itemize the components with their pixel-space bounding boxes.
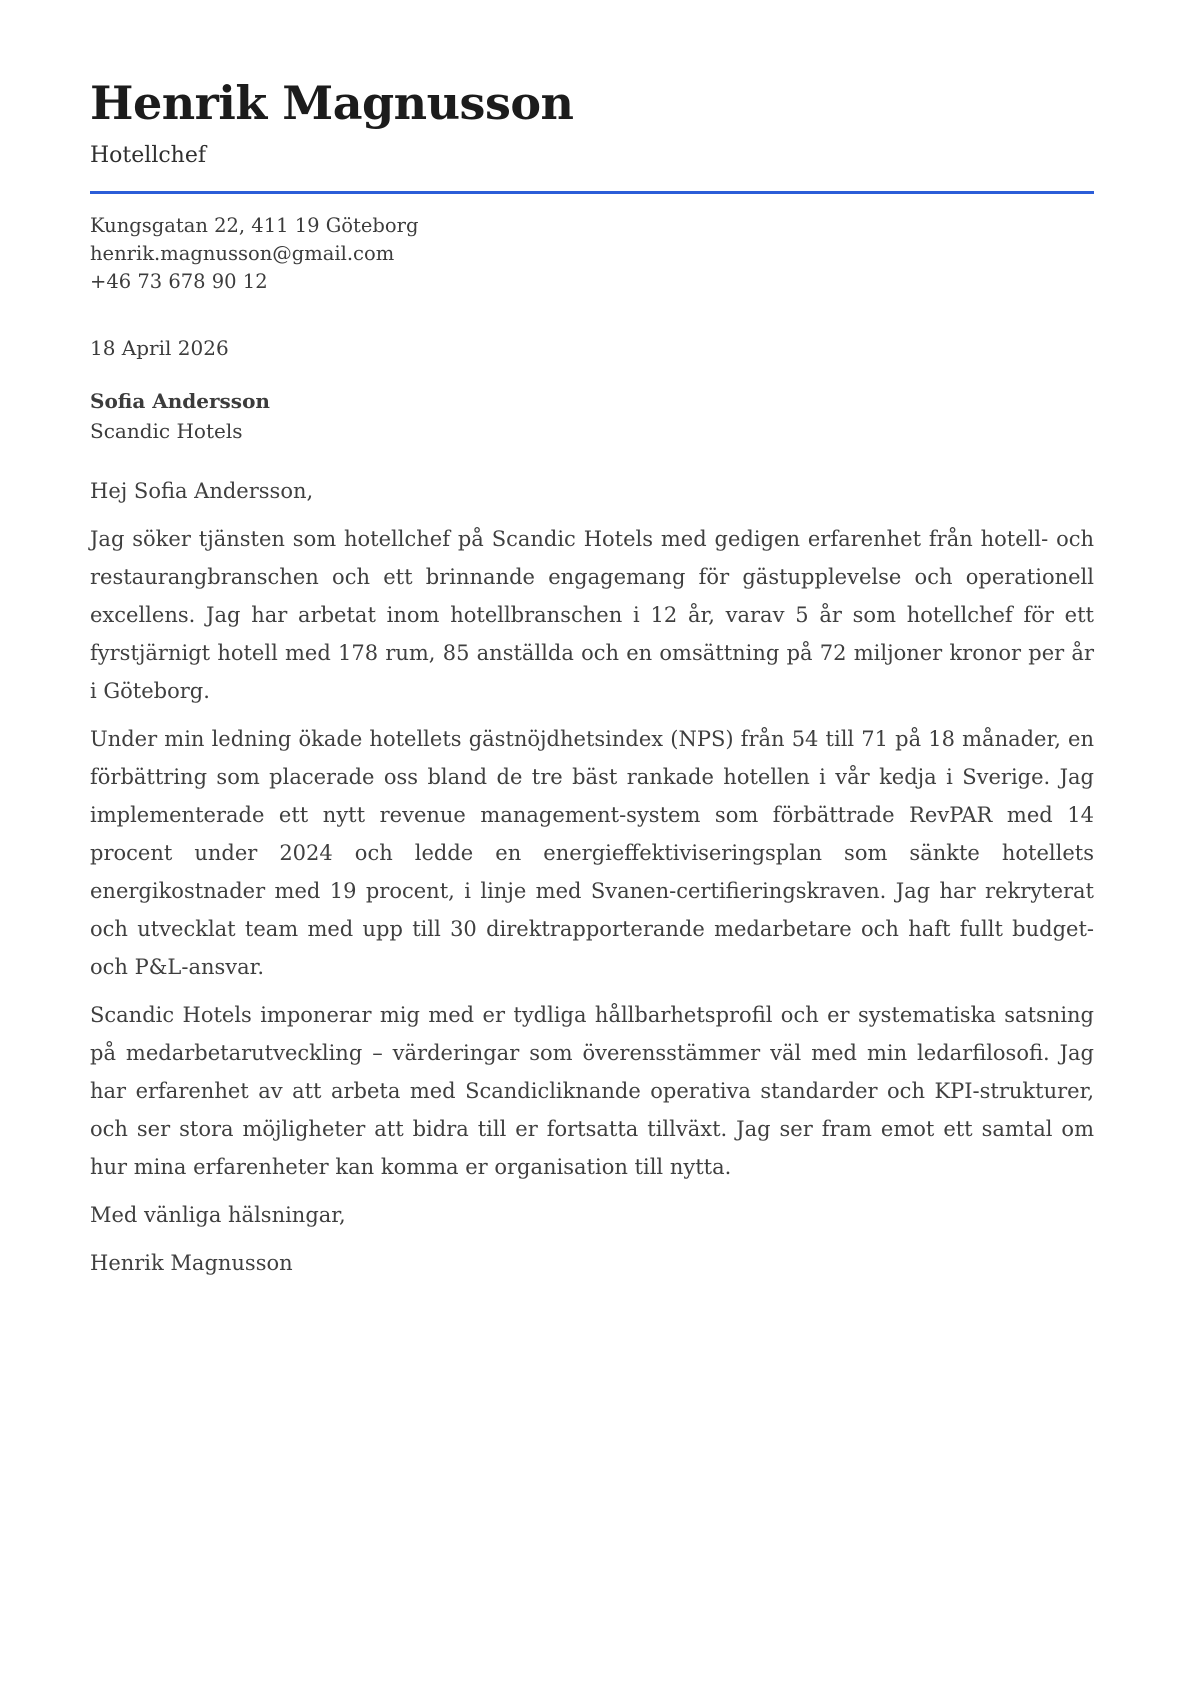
page-title: Henrik Magnusson: [90, 76, 574, 130]
recipient-block: [90, 386, 1094, 446]
contact-address: Kungsgatan 22, 411 19 Göteborg: [90, 214, 419, 237]
letter-date: 18 April 2026: [90, 336, 229, 360]
contact-email: henrik.magnusson@gmail.com: [90, 242, 395, 265]
role-subtitle: Hotellchef: [90, 143, 207, 168]
contact-phone: +46 73 678 90 12: [90, 270, 268, 293]
contact-block: [90, 212, 1094, 296]
body-paragraph-1: Jag söker tjänsten som hotellchef på Scandic Hotels med gedigen erfarenhet från hotell- och restaurangbranschen och ett brinnande engagemang för gästupplevelse och operationell excellens. Jag har arbetat inom hotellbranschen i 12 år, varav 5 år som hotellchef för ett fyrstjärnigt hotell med 178 rum, 85 anställda och en omsättning på 72 miljoner kronor per år i Göteborg.: [90, 527, 1094, 703]
signature: Henrik Magnusson: [90, 1251, 293, 1275]
body-paragraph-3: Scandic Hotels imponerar mig med er tydliga hållbarhetsprofil och er systematiska satsning på medarbetarutveckling – värderingar som överensstämmer väl med min ledarfilosofi. Jag har erfarenhet av att arbeta med Scandicliknande operativa standarder och KPI-strukturer, och ser stora möjligheter att bidra till er fortsatta tillväxt. Jag ser fram emot ett samtal om hur mina erfarenheter kan komma er organisation till nytta.: [90, 1003, 1094, 1179]
body-paragraph-2: Under min ledning ökade hotellets gästnöjdhetsindex (NPS) från 54 till 71 på 18 månader, en förbättring som placerade oss bland de tre bäst rankade hotellen i vår kedja i Sverige. Jag implementerade ett nytt revenue management-system som förbättrade RevPAR med 14 procent under 2024 och ledde en energieffektiviseringsplan som sänkte hotellets energikostnader med 19 procent, i linje med Svanen-certifieringskraven. Jag har rekryterat och utvecklat team med upp till 30 direktrapporterande medarbetare och haft fullt budget- och P&L-ansvar.: [90, 727, 1094, 979]
accent-divider: [90, 191, 1094, 194]
letter-header: [90, 76, 1094, 194]
closing: Med vänliga hälsningar,: [90, 1203, 346, 1227]
greeting: Hej Sofia Andersson,: [90, 479, 314, 503]
recipient-name: Sofia Andersson: [90, 389, 270, 413]
letter-body: [90, 472, 1094, 1282]
recipient-company: Scandic Hotels: [90, 419, 243, 443]
